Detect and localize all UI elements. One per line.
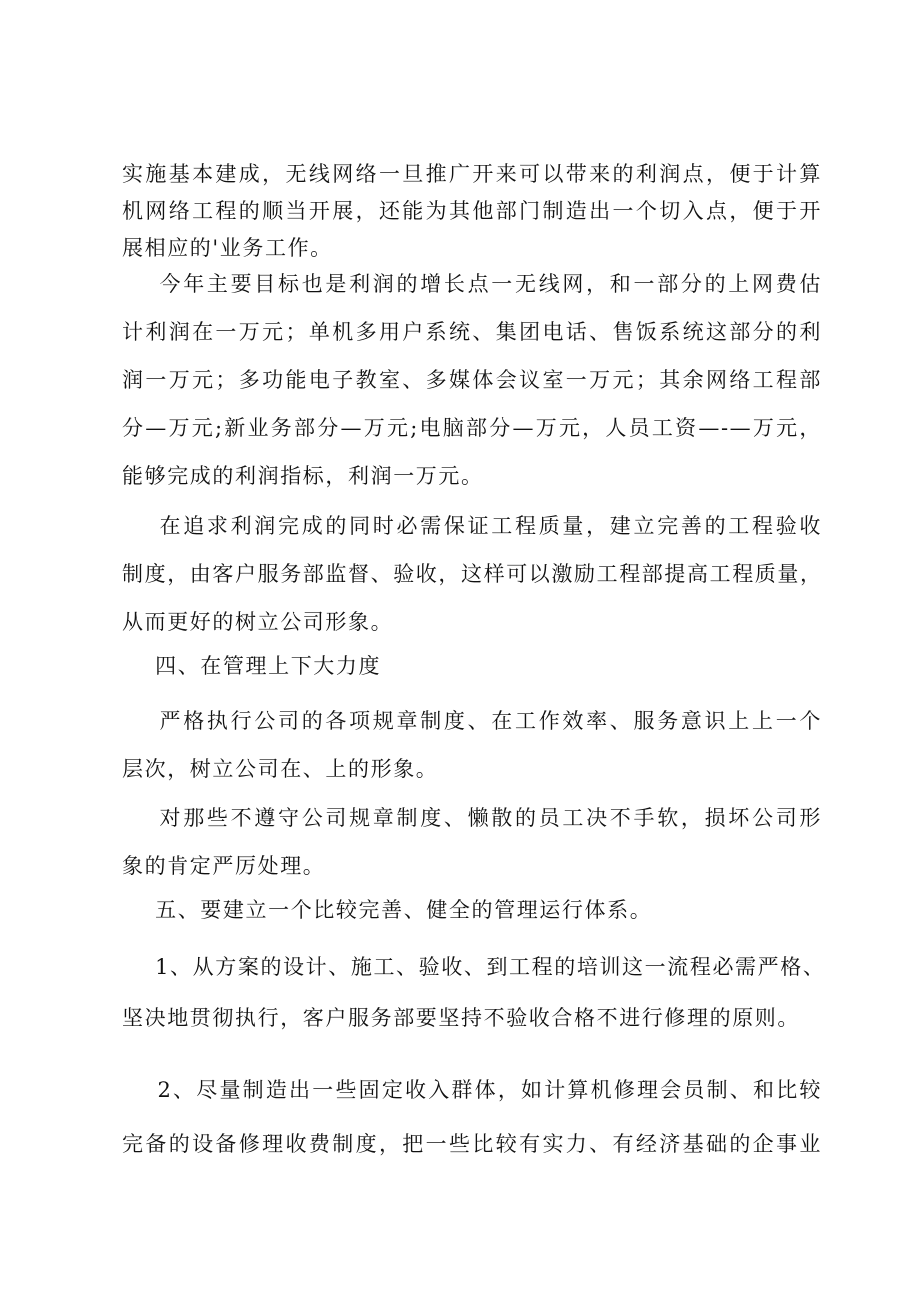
section-heading-4 bbox=[122, 648, 822, 685]
paragraph-line: 层次，树立公司在、上的形象。 bbox=[122, 757, 439, 781]
paragraph-5 bbox=[122, 697, 822, 793]
paragraph-line: 在追求利润完成的同时必需保证工程质量，建立完善的工程验收 bbox=[122, 514, 822, 538]
paragraph-1 bbox=[122, 156, 822, 267]
paragraph-line: 五、要建立一个比较完善、健全的管理运行体系。 bbox=[122, 898, 653, 922]
paragraph-line: 从而更好的树立公司形象。 bbox=[122, 610, 394, 634]
paragraph-9 bbox=[122, 1063, 822, 1171]
paragraph-line: 实施基本建成，无线网络一旦推广开来可以带来的利润点，便于计算 bbox=[122, 162, 822, 186]
paragraph-line: 分—万元;新业务部分—万元;电脑部分—万元，人员工资—-—万元， bbox=[122, 416, 822, 440]
paragraph-line: 今年主要目标也是利润的增长点一无线网，和一部分的上网费估 bbox=[122, 272, 822, 296]
paragraph-line: 展相应的'业务工作。 bbox=[122, 236, 333, 260]
paragraph-line: 1、从方案的设计、施工、验收、到工程的培训这一流程必需严格、 bbox=[122, 955, 826, 979]
paragraph-line: 能够完成的利润指标，利润一万元。 bbox=[122, 464, 484, 488]
paragraph-line: 2、尽量制造出一些固定收入群体，如计算机修理会员制、和比较 bbox=[122, 1078, 822, 1102]
paragraph-line: 制度，由客户服务部监督、验收，这样可以激励工程部提高工程质量， bbox=[122, 562, 823, 586]
paragraph-line: 严格执行公司的各项规章制度、在工作效率、服务意识上上一个 bbox=[122, 709, 822, 733]
paragraph-line: 机网络工程的顺当开展，还能为其他部门制造出一个切入点，便于开 bbox=[122, 199, 822, 223]
paragraph-line: 四、在管理上下大力度 bbox=[122, 654, 382, 678]
paragraph-2 bbox=[122, 260, 822, 500]
section-heading-5 bbox=[122, 892, 822, 929]
paragraph-line: 润一万元；多功能电子教室、多媒体会议室一万元；其余网络工程部 bbox=[122, 368, 822, 392]
paragraph-8 bbox=[122, 942, 826, 1044]
paragraph-line: 象的肯定严厉处理。 bbox=[122, 854, 326, 878]
paragraph-3 bbox=[122, 502, 822, 646]
paragraph-line: 完备的设备修理收费制度，把一些比较有实力、有经济基础的企事业 bbox=[122, 1132, 822, 1156]
paragraph-line: 坚决地贯彻执行，客户服务部要坚持不验收合格不进行修理的原则。 bbox=[122, 1006, 800, 1030]
paragraph-line: 对那些不遵守公司规章制度、懒散的员工决不手软，损坏公司形 bbox=[122, 806, 822, 830]
paragraph-6 bbox=[122, 794, 822, 890]
paragraph-line: 计利润在一万元；单机多用户系统、集团电话、售饭系统这部分的利 bbox=[122, 320, 822, 344]
